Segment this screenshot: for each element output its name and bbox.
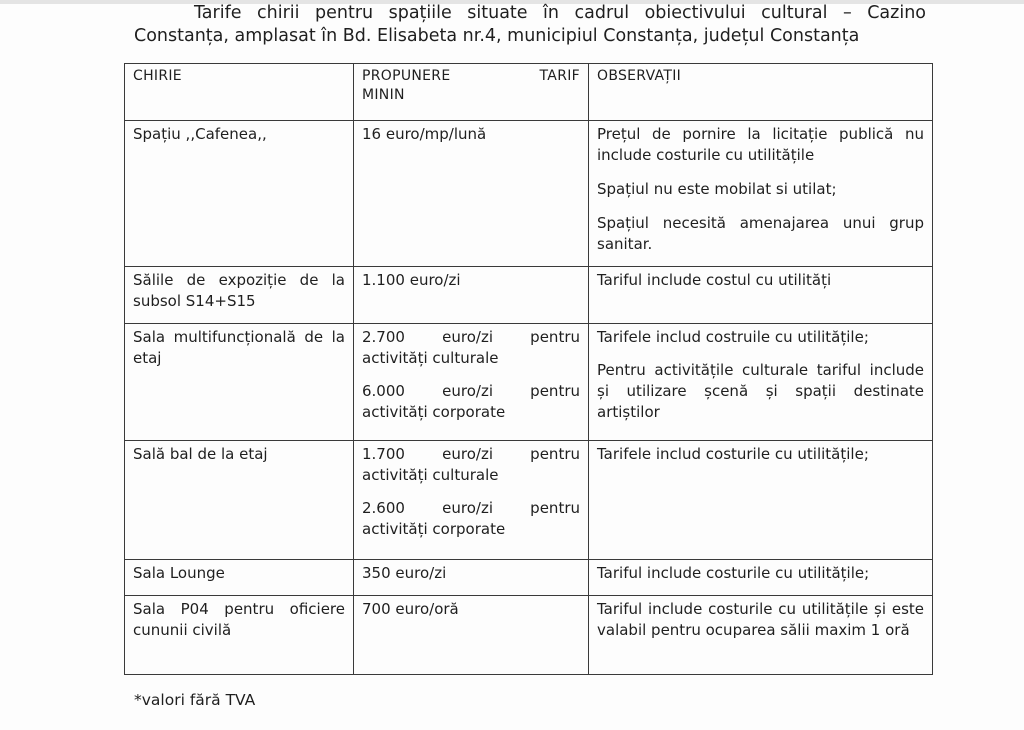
cell-chirie: Sala Lounge (125, 560, 354, 596)
document-title (134, 2, 926, 48)
header-minin-word: MININ (362, 87, 405, 103)
header-propunere-word: PROPUNERE (362, 68, 451, 84)
cell-chirie: Sală bal de la etaj (125, 441, 354, 560)
cell-tarif: 350 euro/zi (354, 560, 589, 596)
cell-observatii (589, 324, 933, 441)
cell-chirie: Sala multifuncțională de la etaj (125, 324, 354, 441)
tarif-text: 1.700 euro/zi pentru activități culturale (362, 445, 580, 484)
cell-chirie: Sălile de expoziție de la subsol S14+S15 (125, 267, 354, 324)
table-row (125, 324, 933, 441)
footnote: *valori fără TVA (134, 691, 256, 709)
cell-chirie: Spațiu ,,Cafenea,, (125, 121, 354, 267)
tarif-text: 2.600 euro/zi pentru activități corporate (362, 499, 580, 538)
table-row (125, 267, 933, 324)
title-line-2: Constanța, amplasat în Bd. Elisabeta nr.4, municipiul Constanța, județul Constanța (134, 26, 860, 46)
tarif-text: 6.000 euro/zi pentru activități corporate (362, 382, 580, 421)
cell-observatii: Tariful include costurile cu utilitățile și este valabil pentru ocuparea sălii maxim 1 oră (589, 596, 933, 675)
table-row (125, 121, 933, 267)
observatie-text: Spațiul necesită amenajarea unui grup sanitar. (597, 214, 924, 253)
table-row (125, 441, 933, 560)
cell-tarif (354, 324, 589, 441)
header-tarif-word: TARIF (539, 68, 580, 84)
cell-observatii (589, 121, 933, 267)
observatie-text: Pentru activitățile culturale tariful include și utilizare șcenă și spații destinate artiștilor (597, 361, 924, 421)
title-line-1: Tarife chirii pentru spațiile situate în cadrul obiectivului cultural – Cazino (194, 3, 926, 23)
cell-observatii: Tariful include costurile cu utilitățile; (589, 560, 933, 596)
cell-tarif: 700 euro/oră (354, 596, 589, 675)
table-row (125, 560, 933, 596)
tarif-text: 2.700 euro/zi pentru activități culturale (362, 328, 580, 367)
cell-observatii: Tarifele includ costurile cu utilitățile; (589, 441, 933, 560)
header-chirie: CHIRIE (125, 64, 354, 121)
table-row (125, 596, 933, 675)
cell-chirie: Sala P04 pentru oficiere cununii civilă (125, 596, 354, 675)
cell-tarif: 16 euro/mp/lună (354, 121, 589, 267)
cell-observatii: Tariful include costul cu utilități (589, 267, 933, 324)
table-header-row (125, 64, 933, 121)
header-propunere (354, 64, 589, 121)
observatie-text: Spațiul nu este mobilat si utilat; (597, 180, 837, 198)
observatie-text: Tarifele includ costruile cu utilitățile; (597, 328, 869, 346)
cell-tarif (354, 441, 589, 560)
observatie-text: Prețul de pornire la licitație publică nu include costurile cu utilitățile (597, 125, 924, 164)
header-observatii: OBSERVAȚII (589, 64, 933, 121)
rent-table (124, 63, 933, 675)
cell-tarif: 1.100 euro/zi (354, 267, 589, 324)
